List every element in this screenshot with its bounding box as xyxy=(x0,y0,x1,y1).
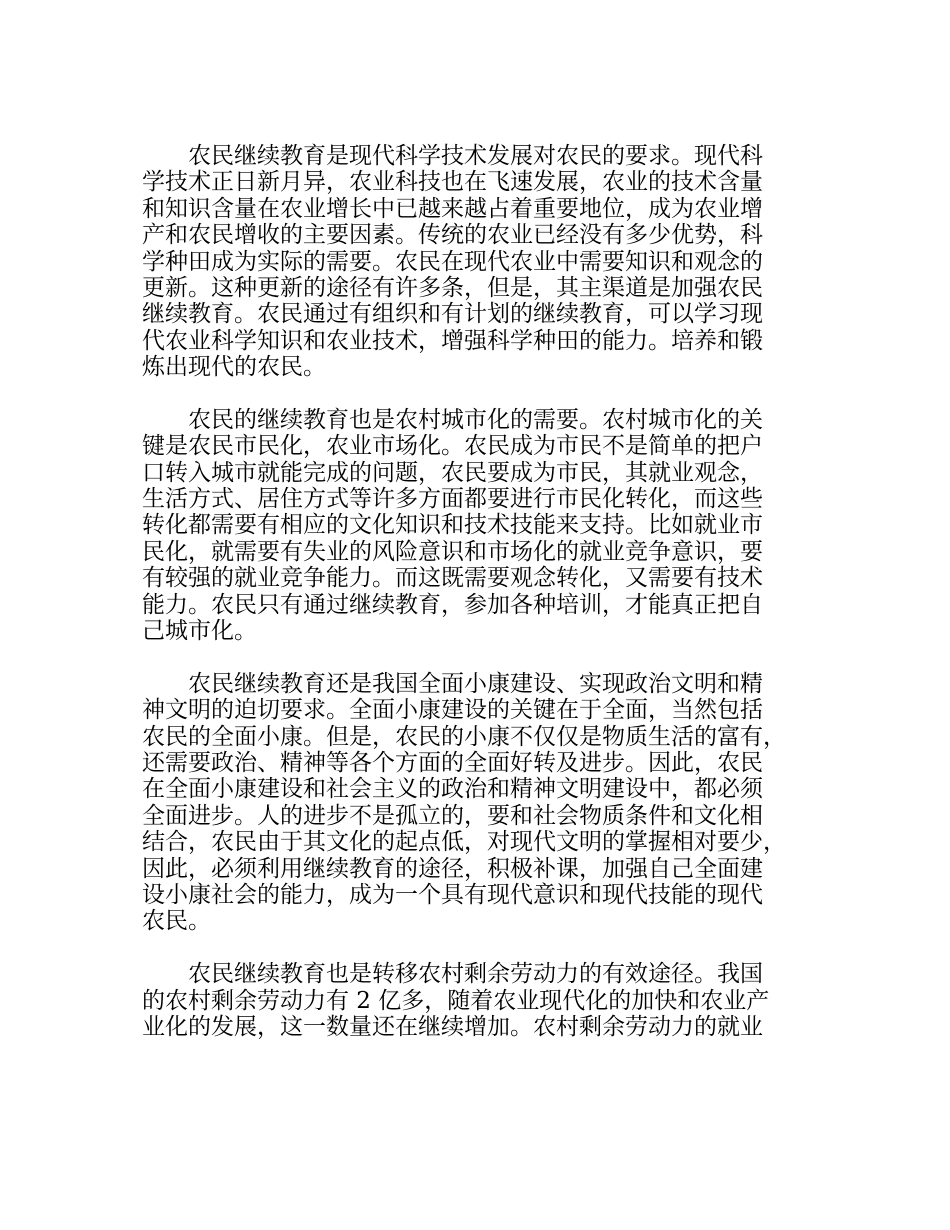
text-line: 和知识含量在农业增长中已越来越占着重要地位，成为农业增 xyxy=(142,195,763,222)
text-line: 农民的全面小康。但是，农民的小康不仅仅是物质生活的富有， xyxy=(142,723,786,750)
paragraph-spacer xyxy=(142,935,832,961)
text-line: 转化都需要有相应的文化知识和技术技能来支持。比如就业市 xyxy=(142,512,763,539)
text-line: 神文明的迫切要求。全面小康建设的关键在于全面，当然包括 xyxy=(142,697,763,724)
text-line: 学技术正日新月异，农业科技也在飞速发展，农业的技术含量 xyxy=(142,169,763,196)
text-line: 口转入城市就能完成的问题，农民要成为市民，其就业观念， xyxy=(142,459,763,486)
text-line: 设小康社会的能力，成为一个具有现代意识和现代技能的现代 xyxy=(142,881,763,908)
text-line: 键是农民市民化，农业市场化。农民成为市民不是简单的把户 xyxy=(142,433,763,460)
text-line: 代农业科学知识和农业技术，增强科学种田的能力。培养和锻 xyxy=(142,327,763,354)
text-line: 产和农民增收的主要因素。传统的农业已经没有多少优势，科 xyxy=(142,222,763,249)
paragraph-spacer xyxy=(142,381,832,407)
text-line: 农民继续教育还是我国全面小康建设、实现政治文明和精 xyxy=(142,670,763,697)
text-line: 继续教育。农民通过有组织和有计划的继续教育，可以学习现 xyxy=(142,301,763,328)
text-line: 有较强的就业竞争能力。而这既需要观念转化，又需要有技术 xyxy=(142,565,763,592)
text-line: 结合，农民由于其文化的起点低，对现代文明的掌握相对要少， xyxy=(142,829,786,856)
text-line: 更新。这种更新的途径有许多条，但是，其主渠道是加强农民 xyxy=(142,274,763,301)
paragraph-spacer xyxy=(142,644,832,670)
text-line: 农民继续教育也是转移农村剩余劳动力的有效途径。我国 xyxy=(142,961,763,988)
text-line: 能力。农民只有通过继续教育，参加各种培训，才能真正把自 xyxy=(142,591,763,618)
text-line: 农民的继续教育也是农村城市化的需要。农村城市化的关 xyxy=(142,406,763,433)
text-line: 业化的发展，这一数量还在继续增加。农村剩余劳动力的就业 xyxy=(142,1013,763,1040)
paragraph-3 xyxy=(142,671,832,935)
paragraph-4 xyxy=(142,961,832,1040)
document-body xyxy=(142,143,832,1040)
text-line: 还需要政治、精神等各个方面的全面好转及进步。因此，农民 xyxy=(142,749,763,776)
text-line: 农民。 xyxy=(142,908,211,935)
text-line: 因此，必须利用继续教育的途径，积极补课，加强自己全面建 xyxy=(142,855,763,882)
paragraph-1 xyxy=(142,143,832,381)
text-line: 民化，就需要有失业的风险意识和市场化的就业竞争意识，要 xyxy=(142,538,763,565)
paragraph-2 xyxy=(142,407,832,645)
text-line: 己城市化。 xyxy=(142,618,257,645)
text-line: 炼出现代的农民。 xyxy=(142,354,326,381)
text-line: 在全面小康建设和社会主义的政治和精神文明建设中，都必须 xyxy=(142,776,763,803)
text-line: 农民继续教育是现代科学技术发展对农民的要求。现代科 xyxy=(142,143,763,169)
text-line: 的农村剩余劳动力有 2 亿多，随着农业现代化的加快和农业产 xyxy=(142,987,770,1014)
text-line: 全面进步。人的进步不是孤立的，要和社会物质条件和文化相 xyxy=(142,802,763,829)
text-line: 生活方式、居住方式等许多方面都要进行市民化转化，而这些 xyxy=(142,486,763,513)
text-line: 学种田成为实际的需要。农民在现代农业中需要知识和观念的 xyxy=(142,248,763,275)
